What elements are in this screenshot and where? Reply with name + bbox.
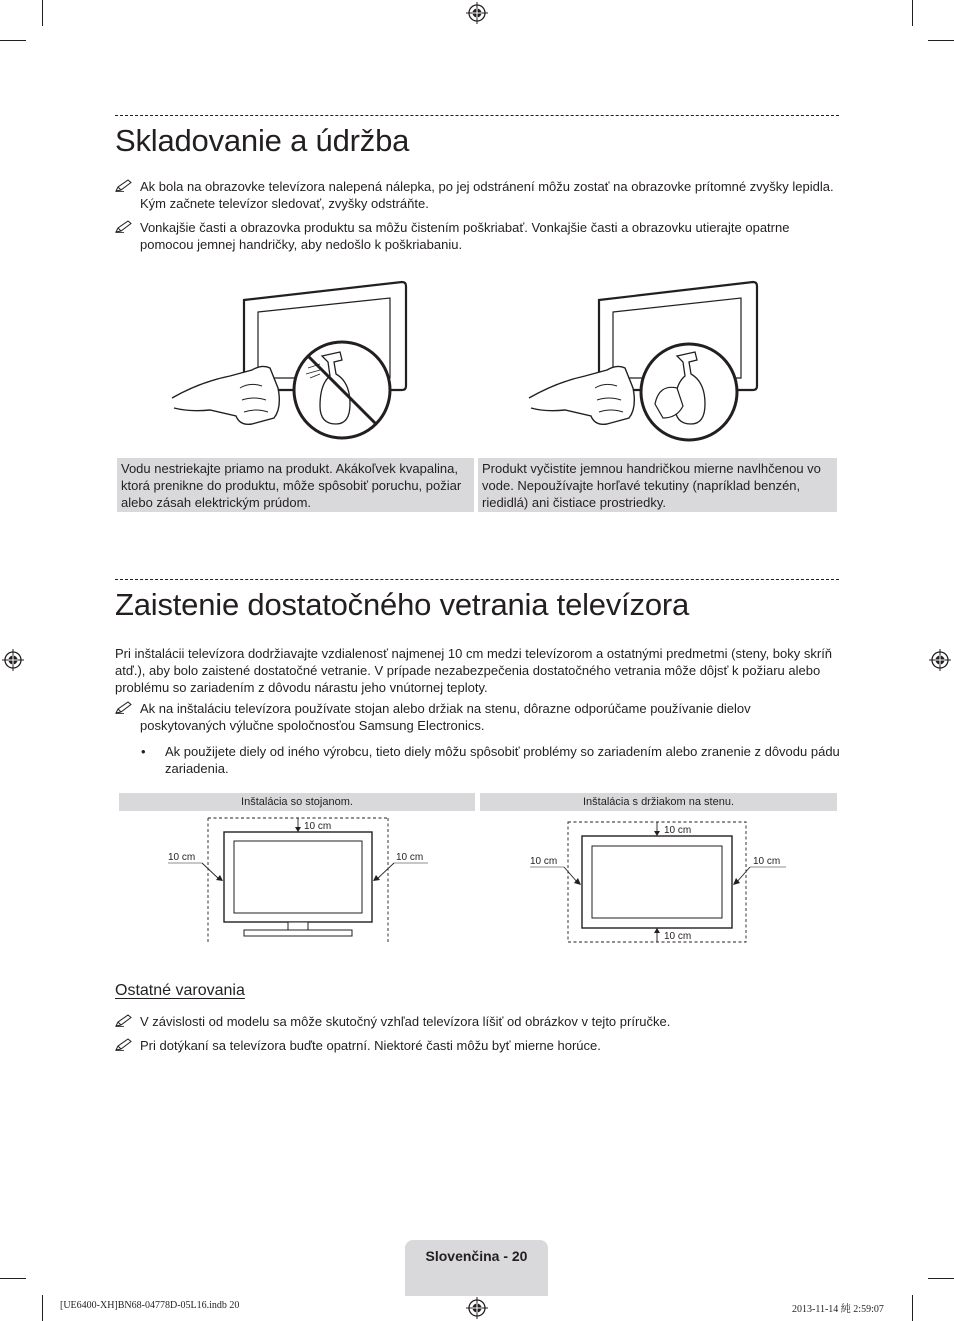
registration-mark-icon bbox=[466, 2, 488, 24]
pencil-note-icon bbox=[115, 1038, 133, 1052]
clearance-label-top: 10 cm bbox=[304, 821, 332, 832]
note-item bbox=[115, 1013, 840, 1030]
clearance-label-bottom: 10 cm bbox=[664, 931, 692, 942]
note-item bbox=[115, 700, 840, 734]
clearance-label-left: 10 cm bbox=[530, 856, 558, 867]
pencil-note-icon bbox=[115, 179, 133, 193]
note-text: Pri dotýkaní sa televízora buďte opatrní. Niektoré časti môžu byť mierne horúce. bbox=[140, 1038, 601, 1053]
caption-no-spray: Vodu nestriekajte priamo na produkt. Akákoľvek kvapalina, ktorá prenikne do produktu, môže spôsobiť poruchu, požiar alebo zásah elektrickým prúdom. bbox=[117, 458, 474, 512]
caption-damp-cloth: Produkt vyčistite jemnou handričkou mierne navlhčenou vo vode. Nepoužívajte horľavé tekutiny (napríklad benzén, riedidlá) ani čistiace prostriedky. bbox=[478, 458, 837, 512]
bullet-text: Ak použijete diely od iného výrobcu, tieto diely môžu spôsobiť problémy so zariadením alebo zranenie z dôvodu pádu zariadenia. bbox=[165, 744, 840, 776]
section-divider bbox=[115, 115, 839, 116]
file-info: [UE6400-XH]BN68-04778D-05L16.indb 20 bbox=[60, 1300, 240, 1311]
section-title-storage: Skladovanie a údržba bbox=[115, 123, 410, 158]
page-label: Slovenčina - 20 bbox=[425, 1248, 528, 1264]
crop-mark bbox=[912, 0, 913, 26]
crop-mark bbox=[42, 0, 43, 26]
diagram-stand-installation bbox=[160, 814, 440, 944]
clearance-label-left: 10 cm bbox=[168, 852, 196, 863]
diagram-title-stand: Inštalácia so stojanom. bbox=[119, 793, 475, 811]
crop-mark bbox=[42, 1295, 43, 1321]
registration-mark-icon bbox=[929, 649, 951, 671]
section-divider bbox=[115, 579, 839, 580]
diagram-title-wall: Inštalácia s držiakom na stenu. bbox=[480, 793, 837, 811]
illustration-no-spray bbox=[170, 278, 420, 446]
bullet-dot: • bbox=[141, 744, 146, 759]
pencil-note-icon bbox=[115, 1014, 133, 1028]
clearance-label-right: 10 cm bbox=[396, 852, 424, 863]
section-title-ventilation: Zaistenie dostatočného vetrania televízora bbox=[115, 587, 690, 622]
crop-mark bbox=[928, 40, 954, 41]
note-text: Ak na inštaláciu televízora používate stojan alebo držiak na stenu, dôrazne odporúčame používanie dielov poskytovaných výlučne spoločnosťou Samsung Electronics. bbox=[140, 701, 751, 733]
note-item bbox=[115, 1037, 840, 1054]
registration-mark-icon bbox=[466, 1297, 488, 1319]
print-timestamp: 2013-11-14 純 2:59:07 bbox=[792, 1304, 884, 1315]
bullet-item bbox=[141, 743, 841, 777]
ventilation-intro: Pri inštalácii televízora dodržiavajte vzdialenosť najmenej 10 cm medzi televízorom a ostatnými predmetmi (steny, boky skríň atď.), aby bolo zaistené dostatočné vetranie. V prípade nezabezpečenia dostatočného vetrania môže dôjsť k požiaru alebo problému so zariadením z dôvodu nárastu jeho vnútornej teploty. bbox=[115, 646, 833, 695]
registration-mark-icon bbox=[2, 649, 24, 671]
crop-mark bbox=[912, 1295, 913, 1321]
note-text: V závislosti od modelu sa môže skutočný vzhľad televízora líšiť od obrázkov v tejto príručke. bbox=[140, 1014, 671, 1029]
note-text: Ak bola na obrazovke televízora nalepená nálepka, po jej odstránení môžu zostať na obrazovke prítomné zvyšky lepidla. Kým začnete televízor sledovať, zvyšky odstráňte. bbox=[140, 179, 834, 211]
clearance-label-right: 10 cm bbox=[753, 856, 781, 867]
pencil-note-icon bbox=[115, 220, 133, 234]
crop-mark bbox=[0, 40, 26, 41]
crop-mark bbox=[0, 1278, 26, 1279]
note-item bbox=[115, 219, 840, 253]
note-item bbox=[115, 178, 840, 212]
subsection-title-other-warnings: Ostatné varovania bbox=[115, 982, 245, 999]
diagram-wall-installation bbox=[524, 818, 794, 946]
crop-mark bbox=[928, 1278, 954, 1279]
note-text: Vonkajšie časti a obrazovka produktu sa môžu čistením poškriabať. Vonkajšie časti a obrazovku utierajte opatrne pomocou jemnej handričky, aby nedošlo k poškriabaniu. bbox=[140, 220, 790, 252]
pencil-note-icon bbox=[115, 701, 133, 715]
illustration-damp-cloth bbox=[527, 278, 777, 446]
page-number-tab bbox=[405, 1240, 548, 1296]
clearance-label-top: 10 cm bbox=[664, 825, 692, 836]
